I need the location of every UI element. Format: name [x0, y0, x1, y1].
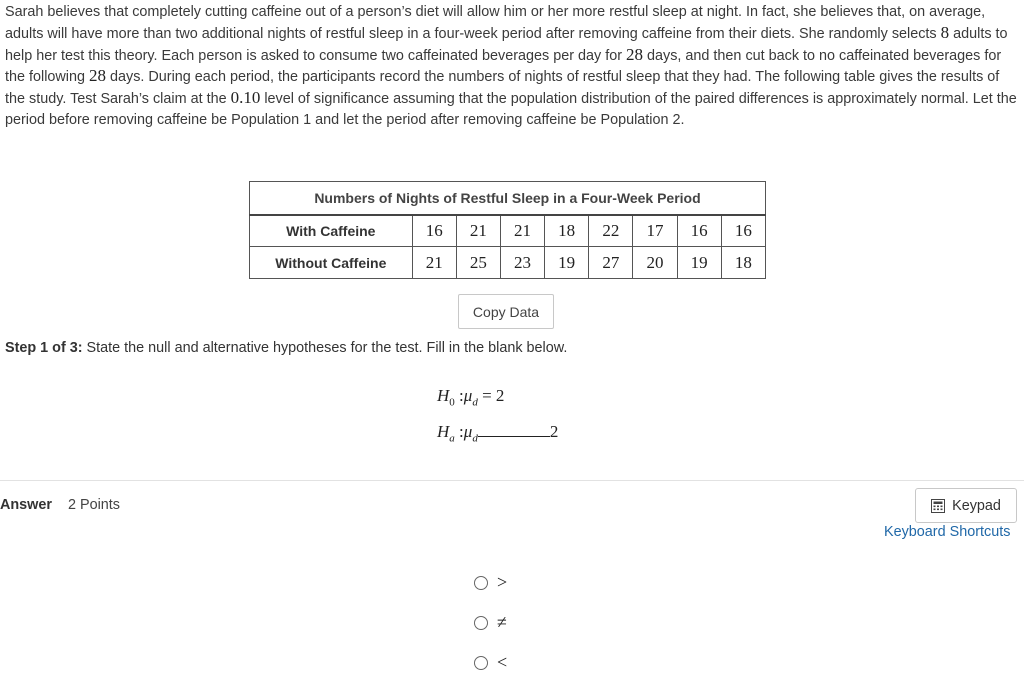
problem-text-5: level of significance assuming that the population distribution of the paired differences is approximately normal. Let the period before removing caffeine be Population 1 and let the period after removing caffeine be Population 2. — [5, 91, 1017, 128]
option-less-than[interactable] — [474, 652, 507, 673]
alternative-hypothesis: $H_a$ $:\mu_d$ 2 — [437, 422, 559, 445]
table-row-with-caffeine — [250, 215, 766, 247]
radio-button[interactable] — [474, 616, 488, 630]
copy-data-button[interactable]: Copy Data — [458, 294, 554, 329]
table-cell: 27 — [589, 247, 633, 279]
h0-mu-subscript: d — [472, 396, 478, 409]
h0-mu: μ — [463, 386, 473, 405]
problem-days-1: 28 — [626, 44, 644, 64]
data-table — [249, 181, 766, 279]
table-cell: 16 — [412, 215, 456, 247]
divider — [0, 480, 1024, 481]
h0-symbol: H — [437, 386, 450, 405]
problem-text-4: days. During each period, the participants record the numbers of nights of restful sleep that they had. The following table gives the results of the study. Test Sarah’s claim at the — [5, 69, 1000, 108]
problem-days-2: 28 — [89, 66, 106, 86]
table-cell: 16 — [677, 215, 721, 247]
step-text: State the null and alternative hypotheses for the test. Fill in the blank below. — [82, 340, 568, 356]
problem-significance-level: 0.10 — [230, 88, 261, 108]
option-greater-than[interactable] — [474, 572, 507, 593]
option-label: > — [497, 572, 508, 592]
h0-relation: = 2 — [482, 386, 505, 405]
table-cell: 20 — [633, 247, 677, 279]
step-instruction — [5, 340, 567, 356]
table-cell: 22 — [589, 215, 633, 247]
table-cell: 19 — [545, 247, 589, 279]
option-label: ≠ — [497, 612, 507, 632]
step-label: Step 1 of 3: — [5, 340, 83, 356]
keypad-button[interactable] — [915, 488, 1017, 523]
ha-subscript: a — [449, 432, 455, 445]
table-cell: 21 — [412, 247, 456, 279]
option-label: < — [497, 652, 508, 672]
table-cell: 18 — [721, 247, 765, 279]
option-not-equal[interactable] — [474, 612, 507, 633]
calculator-icon — [931, 499, 945, 513]
problem-text-3: days, and then cut back to no caffeinated beverages for the following — [5, 47, 1002, 86]
problem-sample-size: 8 — [940, 22, 950, 42]
table-cell: 19 — [677, 247, 721, 279]
h0-subscript: 0 — [449, 396, 455, 409]
table-cell: 21 — [456, 215, 500, 247]
radio-button[interactable] — [474, 656, 488, 670]
keyboard-shortcuts-link[interactable]: Keyboard Shortcuts — [884, 524, 1011, 540]
table-row-without-caffeine — [250, 247, 766, 279]
ha-mu-subscript: d — [472, 432, 478, 445]
row-label: With Caffeine — [250, 215, 413, 247]
table-cell: 17 — [633, 215, 677, 247]
table-cell: 25 — [456, 247, 500, 279]
table-cell: 23 — [500, 247, 544, 279]
answer-blank[interactable] — [478, 425, 550, 437]
ha-value: 2 — [549, 422, 559, 441]
keypad-label: Keypad — [952, 497, 1001, 514]
ha-mu: μ — [463, 422, 473, 441]
radio-button[interactable] — [474, 576, 488, 590]
table-cell: 16 — [721, 215, 765, 247]
points-label: 2 Points — [68, 497, 120, 513]
null-hypothesis: $H_0$ $:\mu_d = 2$ — [437, 386, 505, 409]
table-title: Numbers of Nights of Restful Sleep in a Four-Week Period — [250, 182, 766, 215]
ha-symbol: H — [437, 422, 450, 441]
problem-text-2: adults to help her test this theory. Each person is asked to consume two caffeinated beverages per day for — [5, 25, 1008, 64]
table-cell: 18 — [545, 215, 589, 247]
answer-label: Answer — [0, 497, 52, 513]
problem-text-1: Sarah believes that completely cutting caffeine out of a person’s diet will allow him or her more restful sleep at night. In fact, she believes that, on average, adults will have more than two additional nights of restful sleep in a four-week period after removing caffeine from their diets. She randomly selects — [5, 4, 986, 42]
problem-statement — [5, 2, 1019, 131]
table-cell: 21 — [500, 215, 544, 247]
row-label: Without Caffeine — [250, 247, 413, 279]
